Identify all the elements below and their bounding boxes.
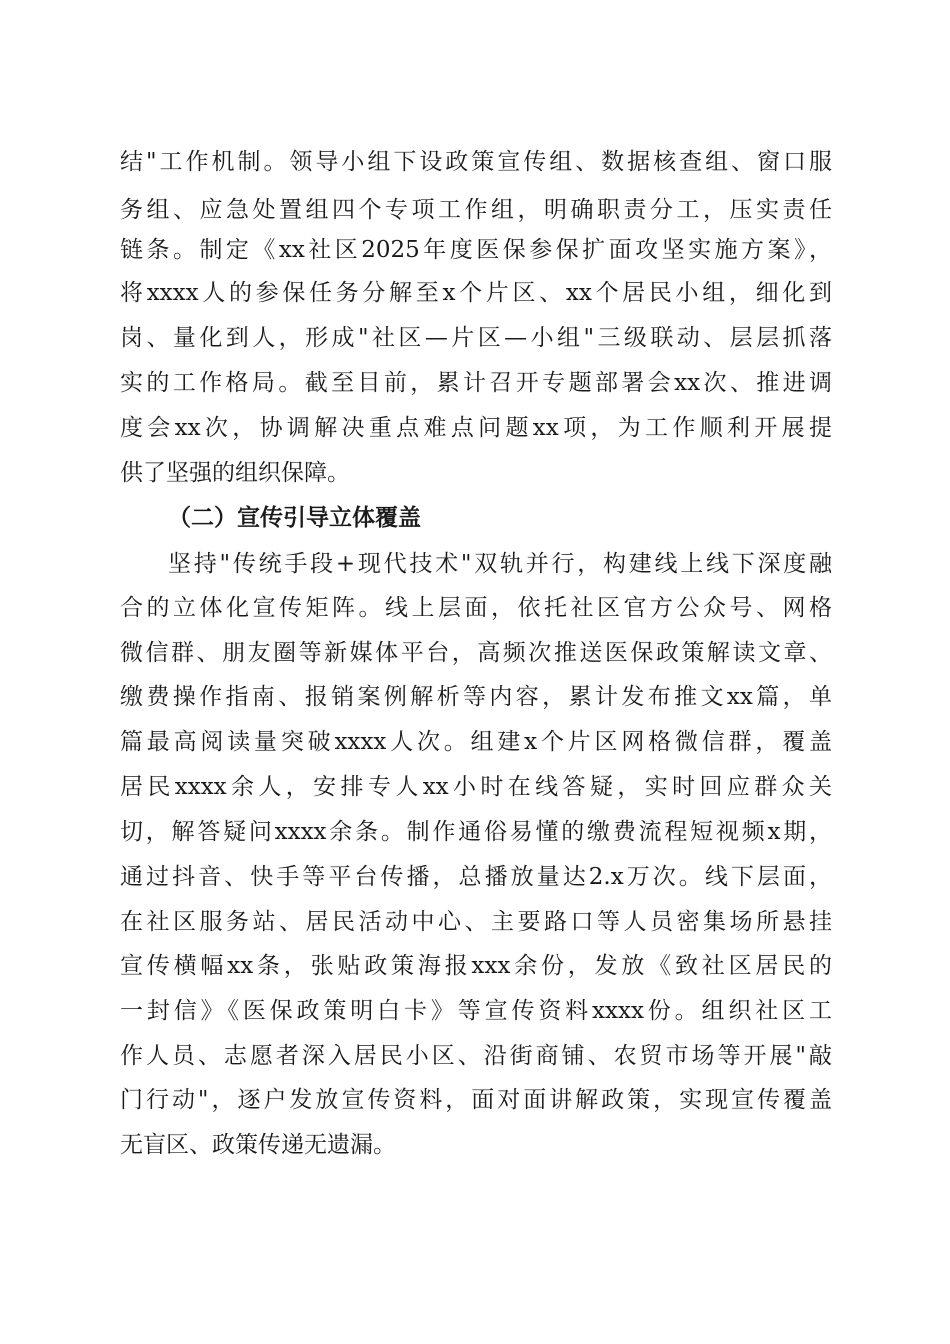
paragraph-line: 合的立体化宣传矩阵。线上层面，依托社区官方公众号、网格: [120, 595, 832, 621]
paragraph-line: 岗、量化到人，形成"社区—片区—小组"三级联动、层层抓落: [120, 325, 832, 351]
paragraph-line: 度会xx次，协调解决重点难点问题xx项，为工作顺利开展提: [120, 415, 832, 441]
paragraph-line: 通过抖音、快手等平台传播，总播放量达2.x万次。线下层面，: [120, 864, 832, 890]
paragraph-line: 将xxxx人的参保任务分解至x个片区、xx个居民小组，细化到: [120, 280, 832, 306]
paragraph-line: 坚持"传统手段+现代技术"双轨并行，构建线上线下深度融: [168, 551, 832, 577]
paragraph-line: 宣传横幅xx条，张贴政策海报xxx余份，发放《致社区居民的: [120, 953, 832, 979]
paragraph-line: 微信群、朋友圈等新媒体平台，高频次推送医保政策解读文章、: [120, 640, 832, 666]
paragraph-line: 篇最高阅读量突破xxxx人次。组建x个片区网格微信群，覆盖: [120, 729, 832, 755]
paragraph-line: 门行动"，逐户发放宣传资料，面对面讲解政策，实现宣传覆盖: [120, 1087, 832, 1113]
paragraph-line: 缴费操作指南、报销案例解析等内容，累计发布推文xx篇，单: [120, 684, 832, 710]
paragraph-line: 作人员、志愿者深入居民小区、沿街商铺、农贸市场等开展"敲: [120, 1043, 832, 1069]
paragraph-line: 链条。制定《xx社区2025年度医保参保扩面攻坚实施方案》，: [120, 237, 832, 263]
paragraph-line: 切，解答疑问xxxx余条。制作通俗易懂的缴费流程短视频x期，: [120, 819, 832, 845]
paragraph-line: 实的工作格局。截至目前，累计召开专题部署会xx次、推进调: [120, 370, 832, 396]
paragraph-line: 供了坚强的组织保障。: [120, 460, 350, 486]
paragraph-line: 在社区服务站、居民活动中心、主要路口等人员密集场所悬挂: [120, 909, 832, 935]
paragraph-line: 居民xxxx余人，安排专人xx小时在线答疑，实时回应群众关: [120, 774, 832, 800]
paragraph-line: 一封信》《医保政策明白卡》等宣传资料xxxx份。组织社区工: [120, 998, 832, 1024]
paragraph-line: 结"工作机制。领导小组下设政策宣传组、数据核查组、窗口服: [120, 149, 832, 175]
paragraph-line: 无盲区、政策传递无遗漏。: [120, 1132, 396, 1158]
paragraph-line: 务组、应急处置组四个专项工作组，明确职责分工，压实责任: [120, 197, 832, 223]
section-heading: （二）宣传引导立体覆盖: [168, 504, 421, 531]
